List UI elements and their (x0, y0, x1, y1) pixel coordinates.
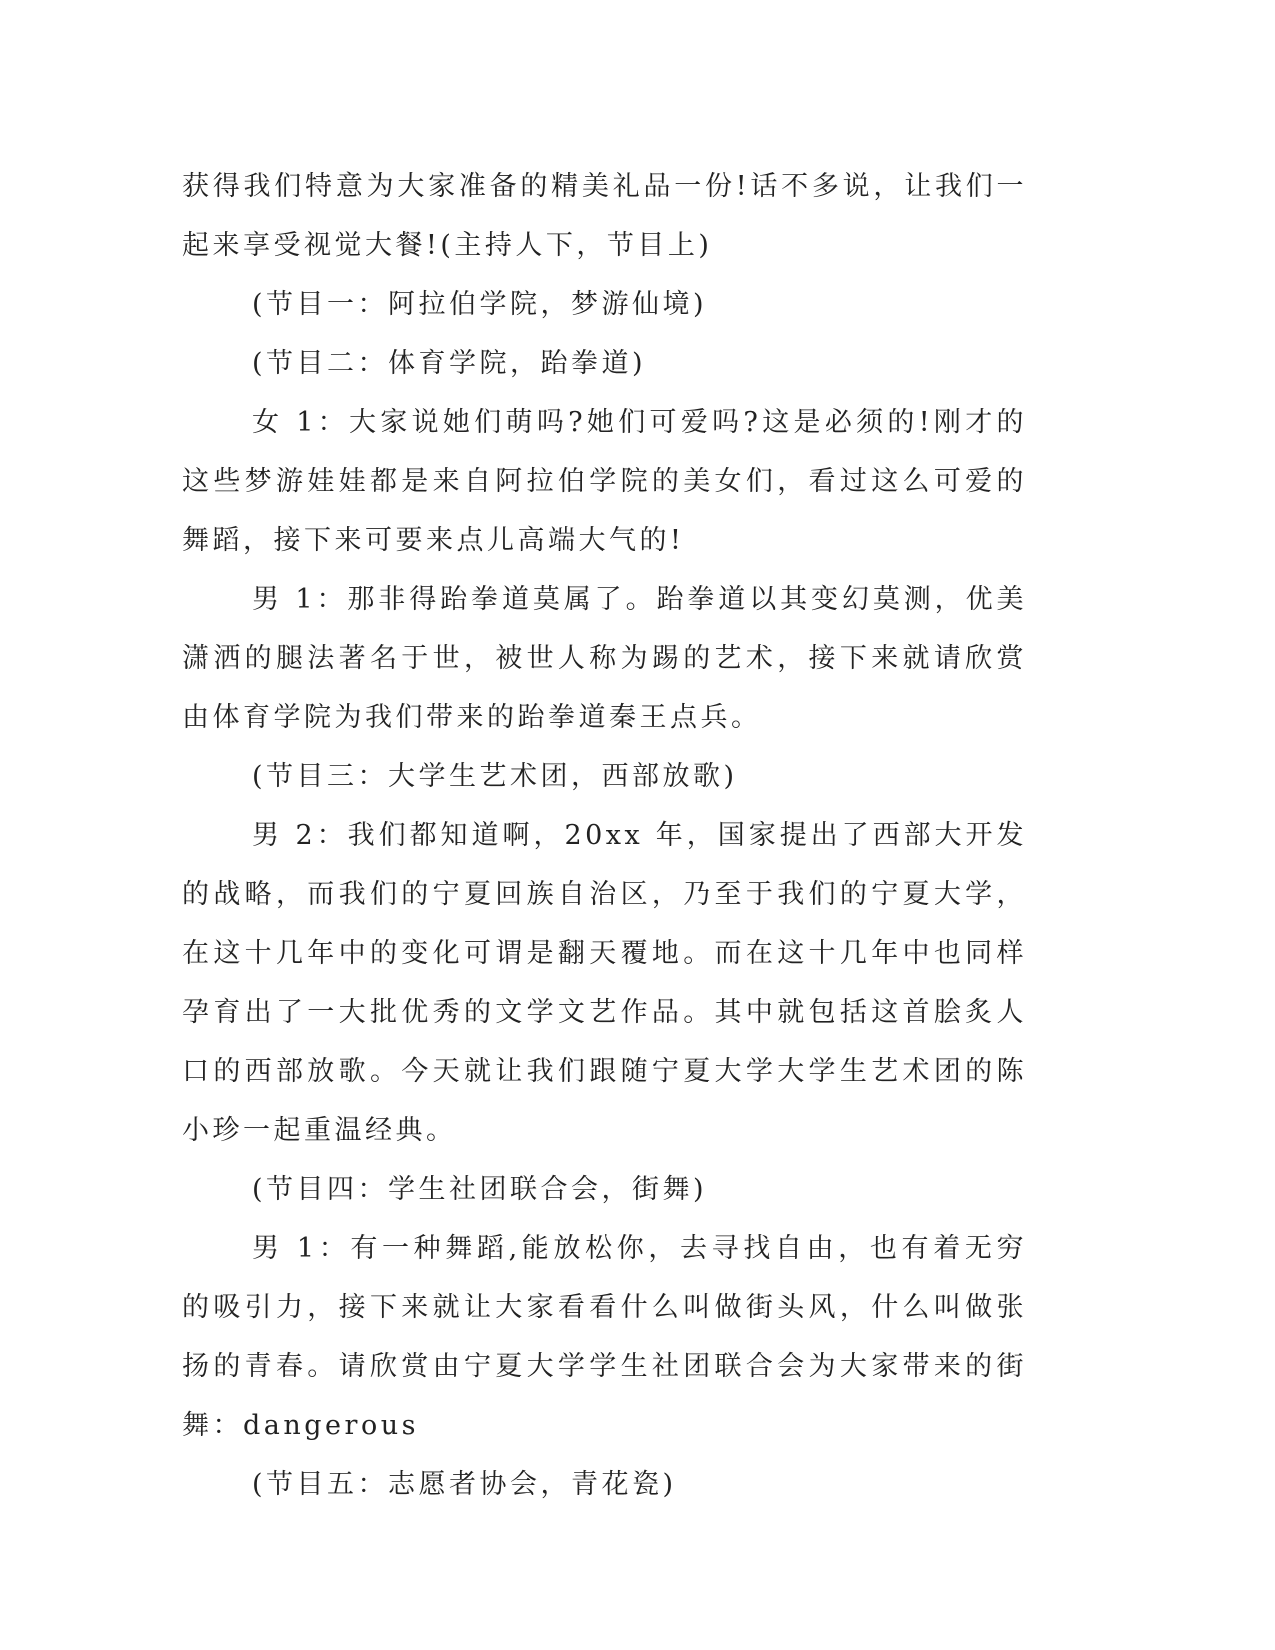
paragraph: 男 1：那非得跆拳道莫属了。跆拳道以其变幻莫测，优美潇洒的腿法著名于世，被世人称为踢的艺术，接下来就请欣赏由体育学院为我们带来的跆拳道秦王点兵。 (182, 584, 1027, 733)
document-body (182, 157, 1027, 1514)
program-heading: (节目一：阿拉伯学院，梦游仙境) (252, 289, 708, 320)
program-heading: (节目四：学生社团联合会，街舞) (252, 1174, 708, 1205)
paragraph: 男 2：我们都知道啊，20xx 年，国家提出了西部大开发的战略，而我们的宁夏回族自治区，乃至于我们的宁夏大学，在这十几年中的变化可谓是翻天覆地。而在这十几年中也同样孕育出了一大批优秀的文学文艺作品。其中就包括这首脍炙人口的西部放歌。今天就让我们跟随宁夏大学大学生艺术团的陈小珍一起重温经典。 (182, 820, 1027, 1146)
program-heading: (节目三：大学生艺术团，西部放歌) (252, 761, 738, 792)
paragraph: 获得我们特意为大家准备的精美礼品一份!话不多说，让我们一起来享受视觉大餐!(主持人下，节目上) (182, 171, 1027, 261)
paragraph: 女 1：大家说她们萌吗?她们可爱吗?这是必须的!刚才的这些梦游娃娃都是来自阿拉伯学院的美女们，看过这么可爱的舞蹈，接下来可要来点儿高端大气的! (182, 407, 1027, 556)
program-heading: (节目五：志愿者协会，青花瓷) (252, 1469, 677, 1500)
program-heading: (节目二：体育学院，跆拳道) (252, 348, 647, 379)
paragraph: 男 1：有一种舞蹈,能放松你，去寻找自由，也有着无穷的吸引力，接下来就让大家看看什么叫做街头风，什么叫做张扬的青春。请欣赏由宁夏大学学生社团联合会为大家带来的街舞：dangerous (182, 1233, 1027, 1441)
